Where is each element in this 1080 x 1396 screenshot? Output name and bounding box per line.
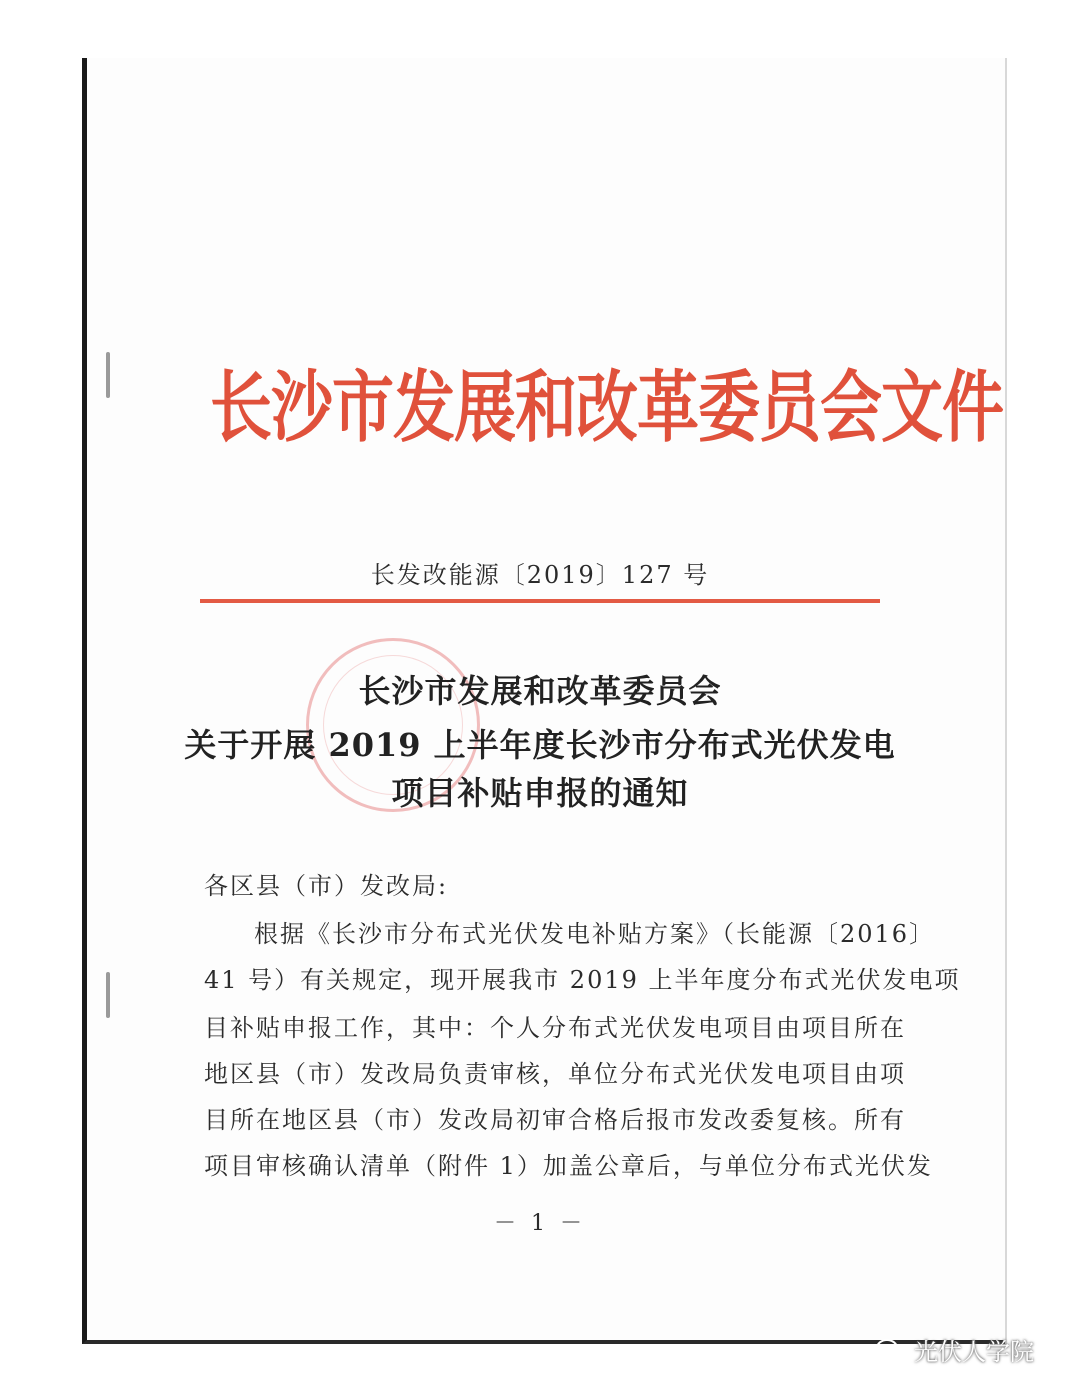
page-number: － 1 －: [494, 1211, 586, 1236]
body-line: 项目审核确认清单（附件 1）加盖公章后，与单位分布式光伏发: [204, 1152, 933, 1180]
body-line: 目所在地区县（市）发改局初审合格后报市发改委复核。所有: [204, 1106, 906, 1134]
punch-mark: [106, 972, 110, 1018]
wechat-icon: [876, 1338, 906, 1362]
notice-title-line: 项目补贴申报的通知: [391, 774, 689, 812]
body-line: 地区县（市）发改局负责审核，单位分布式光伏发电项目由项: [204, 1060, 906, 1088]
notice-title-line: 关于开展 2019 上半年度长沙市分布式光伏发电: [184, 726, 896, 764]
red-separator-line: [200, 599, 880, 603]
salutation: 各区县（市）发改局:: [204, 872, 449, 900]
body-line: 根据《长沙市分布式光伏发电补贴方案》（长能源〔2016〕: [254, 920, 936, 948]
body-line: 目补贴申报工作，其中：个人分布式光伏发电项目由项目所在: [204, 1014, 906, 1042]
body-line: 41 号）有关规定，现开展我市 2019 上半年度分布式光伏发电项: [204, 966, 961, 994]
notice-title-line: 长沙市发展和改革委员会: [358, 672, 722, 710]
punch-mark: [106, 352, 110, 398]
issuer-title: 长沙市发展和改革委员会文件: [210, 361, 1004, 453]
watermark: [876, 1332, 1034, 1367]
watermark-text: 光伏人学院: [914, 1338, 1034, 1366]
document-number: 长发改能源〔2019〕127 号: [370, 561, 710, 589]
